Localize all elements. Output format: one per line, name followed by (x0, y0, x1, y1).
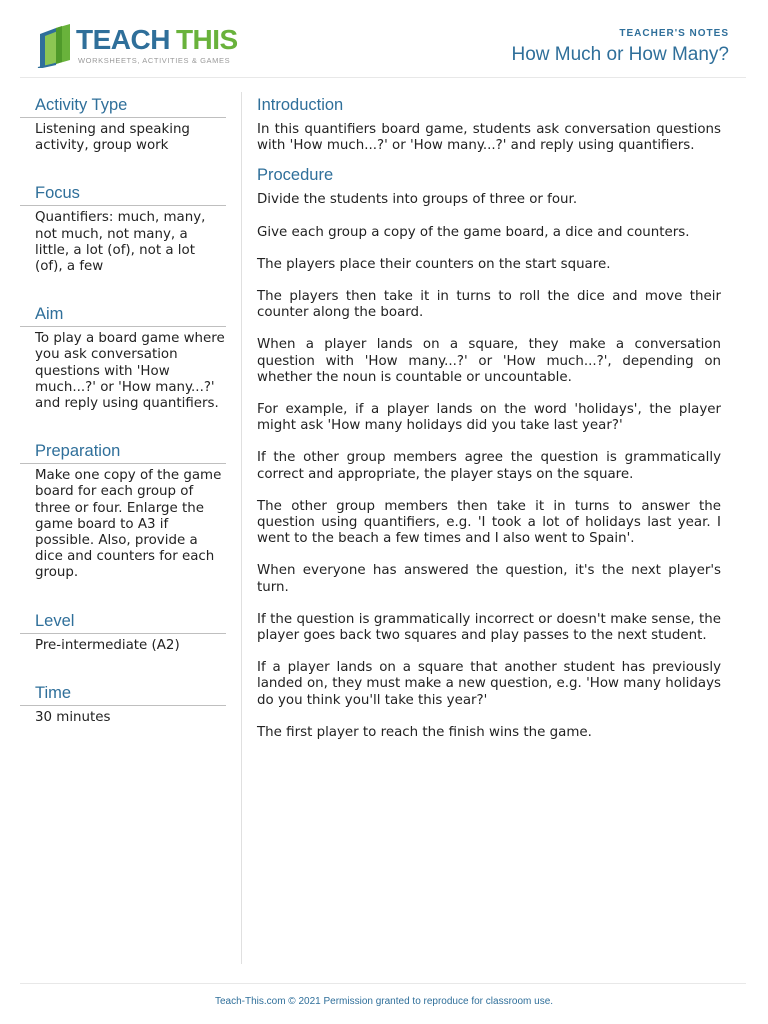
procedure-step: The other group members then take it in turns to answer the question using quantifiers, e.g. 'I took a lot of holidays last year. I went to the beach a few times and I also went to Spain'. (257, 498, 721, 547)
procedure-step: The players then take it in turns to roll the dice and move their counter along the board. (257, 289, 721, 321)
sidebar-section-preparation (20, 438, 226, 581)
sidebar-section-aim (20, 301, 226, 412)
section-heading: Activity Type (20, 92, 226, 118)
logo-wordmark (76, 26, 238, 54)
procedure-step: The players place their counters on the start square. (257, 256, 611, 272)
introduction-text: In this quantifiers board game, students ask conversation questions with 'How much...?' or 'How many...?' and reply using quantifiers. (257, 122, 721, 154)
procedure-step: If the other group members agree the question is grammatically correct and appropriate, the player stays on the square. (257, 450, 721, 482)
procedure-step: For example, if a player lands on the word 'holidays', the player might ask 'How many holidays did you take last year?' (257, 402, 721, 434)
procedure-step: When everyone has answered the question, it's the next player's turn. (257, 563, 721, 595)
section-text: Quantifiers: much, many, not much, not many, a little, a lot (of), not a lot (of), a few (35, 210, 206, 275)
procedure-step: The first player to reach the finish wins the game. (257, 724, 592, 740)
procedure-step: Give each group a copy of the game board, a dice and counters. (257, 224, 690, 240)
column-divider (241, 92, 242, 964)
logo-word-this: THIS (175, 24, 238, 55)
section-text: Make one copy of the game board for each group of three or four. Enlarge the game board to A3 if possible. Also, provide a dice and counters for each group. (35, 468, 222, 581)
teachers-notes-label: TEACHER'S NOTES (619, 28, 729, 39)
section-heading: Preparation (20, 438, 226, 464)
page-header (20, 0, 746, 78)
footer-divider (20, 983, 746, 984)
footer-copyright: Teach-This.com © 2021 Permission granted to reproduce for classroom use. (214, 996, 554, 1007)
section-heading: Focus (20, 180, 226, 206)
procedure-step: If the question is grammatically incorrect or doesn't make sense, the player goes back two squares and play passes to the next student. (257, 611, 721, 644)
logo-tagline: WORKSHEETS, ACTIVITIES & GAMES (78, 56, 231, 65)
main-content (257, 92, 721, 757)
page-title: How Much or How Many? (511, 44, 729, 65)
sidebar-section-activity-type (20, 92, 226, 154)
introduction-heading: Introduction (257, 96, 344, 114)
section-text: Listening and speaking activity, group work (35, 122, 190, 154)
sidebar (20, 92, 226, 752)
procedure-step: Divide the students into groups of three or four. (257, 192, 578, 208)
section-heading: Level (20, 608, 226, 634)
logo-word-teach: TEACH (76, 24, 170, 55)
procedure-step: If a player lands on a square that another student has previously landed on, they must make a new question, e.g. 'How many holidays do you think you'll take this year?' (257, 660, 721, 708)
book-logo-icon (36, 24, 74, 68)
section-heading: Time (20, 680, 226, 706)
sidebar-section-level (20, 608, 226, 654)
section-text: 30 minutes (35, 709, 111, 725)
procedure-step: When a player lands on a square, they make a conversation question with 'How many...?' or 'How much...?', depending on whether the noun is countable or uncountable. (257, 337, 721, 385)
sidebar-section-focus (20, 180, 226, 275)
section-text: To play a board game where you ask conversation questions with 'How much...?' or 'How many...?' and reply using quantifiers. (35, 331, 225, 412)
section-text: Pre-intermediate (A2) (35, 637, 180, 653)
section-heading: Aim (20, 301, 226, 327)
procedure-list (257, 192, 721, 741)
sidebar-section-time (20, 680, 226, 726)
teach-this-logo[interactable] (36, 22, 236, 70)
procedure-heading: Procedure (257, 166, 334, 185)
